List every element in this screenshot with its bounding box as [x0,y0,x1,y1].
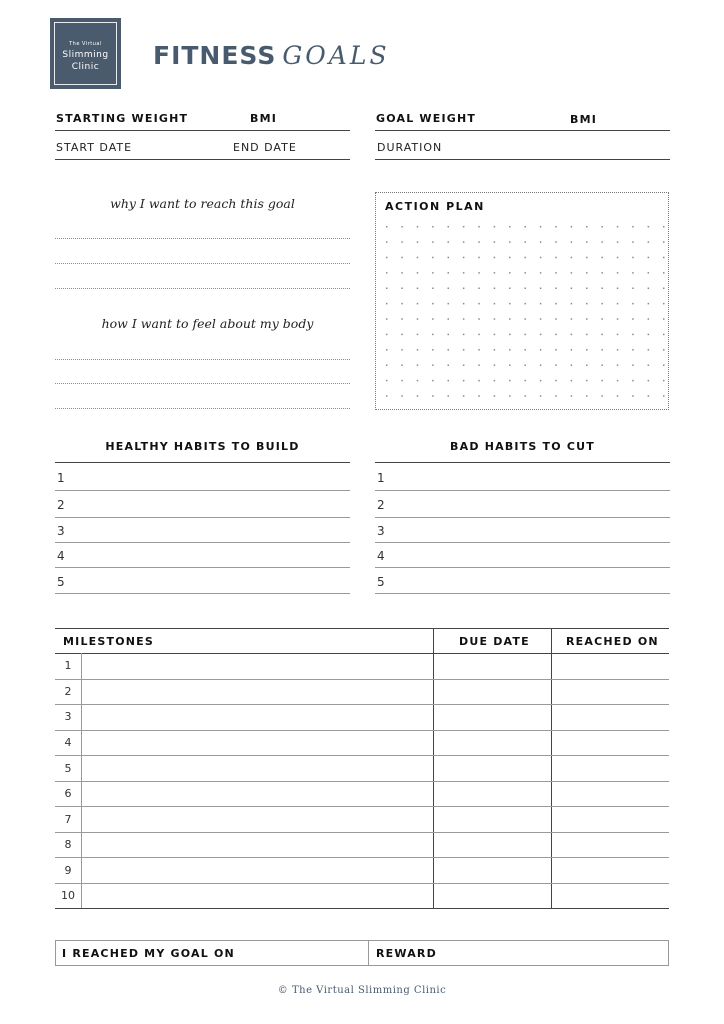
table-row[interactable] [55,806,669,807]
logo-line-3: Clinic [71,62,100,72]
reached-on-header: REACHED ON [566,635,659,648]
divider [375,130,670,131]
writing-line[interactable] [55,408,350,409]
divider [55,130,350,131]
divider [375,159,670,160]
page-title [153,40,390,72]
due-date-header: DUE DATE [459,635,530,648]
table-header-border [55,653,669,654]
writing-line[interactable] [55,263,350,264]
end-date-label: END DATE [233,141,297,154]
healthy-habit-number: 2 [57,498,65,512]
milestone-number: 8 [64,838,72,851]
title-bold: FITNESS [153,41,277,70]
action-plan-box[interactable] [375,192,669,410]
habit-line[interactable] [375,542,670,543]
healthy-habits-title: HEALTHY HABITS TO BUILD [105,440,300,453]
table-row[interactable] [55,857,669,858]
bad-habit-number: 3 [377,524,385,538]
bmi-left-label: BMI [250,112,278,125]
habit-line[interactable] [55,490,350,491]
writing-line[interactable] [55,238,350,239]
habit-line[interactable] [55,542,350,543]
milestone-number: 2 [64,685,72,698]
writing-line[interactable] [55,383,350,384]
starting-weight-label: STARTING WEIGHT [56,112,189,125]
milestones-title: MILESTONES [63,635,154,648]
table-row[interactable] [55,883,669,884]
goal-reached-label: I REACHED MY GOAL ON [62,947,235,960]
table-row[interactable] [55,832,669,833]
logo-line-1: The Virtual [69,41,102,47]
milestone-number: 6 [64,787,72,800]
milestone-number: 3 [64,710,72,723]
table-row[interactable] [55,755,669,756]
table-top-border [55,628,669,629]
writing-line[interactable] [55,359,350,360]
habit-line[interactable] [375,490,670,491]
bmi-right-label: BMI [570,113,598,126]
column-divider [433,628,434,909]
start-date-label: START DATE [56,141,133,154]
column-divider [551,628,552,909]
action-plan-title: ACTION PLAN [385,200,485,213]
bad-habit-number: 5 [377,575,385,589]
goal-weight-label: GOAL WEIGHT [376,112,477,125]
habit-line[interactable] [55,593,350,594]
clinic-logo [50,18,121,89]
healthy-habit-number: 5 [57,575,65,589]
action-plan-footer [376,403,668,409]
habit-line[interactable] [375,567,670,568]
writing-line[interactable] [55,288,350,289]
footer-copyright: © The Virtual Slimming Clinic [277,985,447,996]
habit-line[interactable] [55,517,350,518]
habit-line[interactable] [55,567,350,568]
reward-label: REWARD [376,947,437,960]
milestone-number: 10 [61,889,75,902]
divider [55,462,350,463]
bad-habits-title: BAD HABITS TO CUT [450,440,595,453]
how-prompt: how I want to feel about my body [101,316,314,331]
duration-label: DURATION [377,141,443,154]
logo-line-2: Slimming [62,50,109,60]
why-prompt: why I want to reach this goal [110,196,295,211]
goal-box-divider [368,940,369,966]
milestone-number: 5 [64,762,72,775]
milestone-number: 7 [64,813,72,826]
bad-habit-number: 1 [377,471,385,485]
healthy-habit-number: 1 [57,471,65,485]
table-row[interactable] [55,679,669,680]
habit-line[interactable] [375,517,670,518]
title-italic: GOALS [282,41,390,70]
divider [375,462,670,463]
bad-habit-number: 4 [377,549,385,563]
milestone-number: 1 [64,659,72,672]
milestone-number: 4 [64,736,72,749]
milestone-number: 9 [64,864,72,877]
table-row[interactable] [55,704,669,705]
bad-habit-number: 2 [377,498,385,512]
table-row[interactable] [55,730,669,731]
table-bottom-border [55,908,669,909]
divider [55,159,350,160]
healthy-habit-number: 3 [57,524,65,538]
table-row[interactable] [55,781,669,782]
habit-line[interactable] [375,593,670,594]
healthy-habit-number: 4 [57,549,65,563]
